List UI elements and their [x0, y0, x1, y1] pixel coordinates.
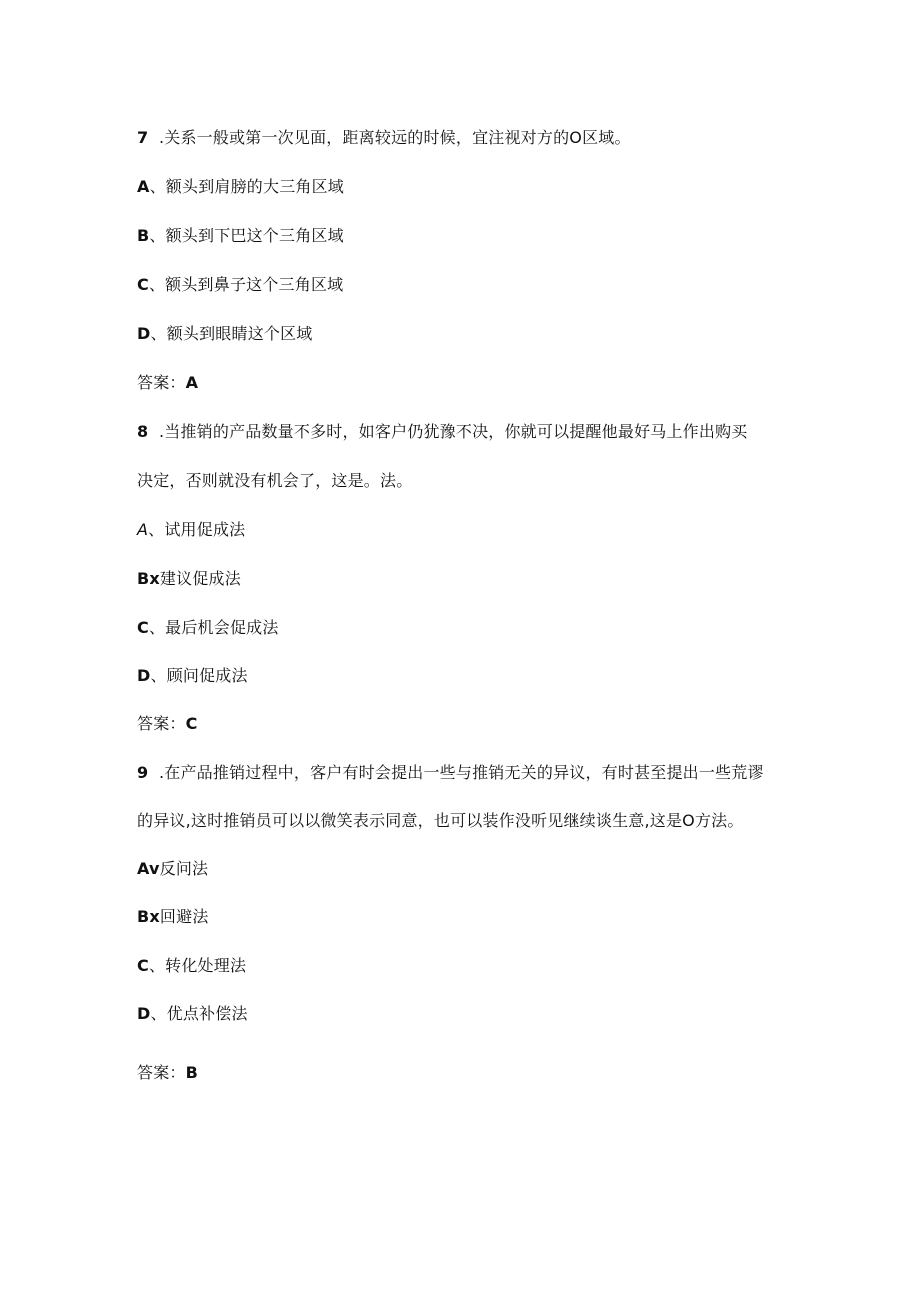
- option-label: A: [137, 177, 150, 196]
- question-8-stem-line-2: [137, 470, 412, 492]
- answer-value: B: [185, 1063, 199, 1082]
- option-text: 回避法: [159, 907, 209, 926]
- option-separator: 、: [150, 324, 167, 343]
- option-label: D: [137, 666, 151, 685]
- question-7-answer: [137, 372, 198, 394]
- answer-value: C: [185, 714, 198, 733]
- option-label: Bx: [137, 569, 160, 588]
- question-9-option-a: [137, 858, 208, 880]
- question-9-option-c: [137, 955, 246, 977]
- question-7-option-a: [137, 176, 344, 198]
- option-text: 额头到下巴这个三角区域: [165, 226, 344, 245]
- option-label: D: [137, 1004, 151, 1023]
- option-label: B: [137, 226, 150, 245]
- question-9-stem-line-1: [137, 762, 764, 784]
- answer-label: 答案：: [137, 1063, 186, 1082]
- question-number: 8: [137, 422, 149, 441]
- question-stem: .在产品推销过程中，客户有时会提出一些与推销无关的异议，有时甚至提出一些荒谬: [159, 763, 764, 782]
- option-text: 额头到眼睛这个区域: [166, 324, 313, 343]
- option-text: 反问法: [159, 859, 209, 878]
- option-label: C: [137, 275, 149, 294]
- option-label: D: [137, 324, 151, 343]
- option-separator: 、: [148, 520, 165, 539]
- question-8-option-a: [137, 519, 245, 541]
- option-text: 额头到肩膀的大三角区域: [165, 177, 344, 196]
- option-text: 额头到鼻子这个三角区域: [165, 275, 344, 294]
- question-9-option-d: [137, 1003, 248, 1025]
- question-stem: .关系一般或第一次见面，距离较远的时候，宜注视对方的O区域。: [159, 128, 631, 147]
- answer-label: 答案：: [137, 373, 186, 392]
- option-text: 优点补偿法: [166, 1004, 248, 1023]
- question-8-answer: [137, 713, 198, 735]
- option-label: A: [137, 520, 149, 539]
- question-number: 7: [137, 128, 149, 147]
- option-text: 顾问促成法: [166, 666, 248, 685]
- option-label: C: [137, 956, 149, 975]
- question-8-stem-line-1: [137, 421, 748, 443]
- option-separator: 、: [149, 226, 166, 245]
- question-8-option-c: [137, 617, 279, 639]
- question-7-option-d: [137, 323, 313, 345]
- option-text: 试用促成法: [164, 520, 246, 539]
- option-text: 建议促成法: [159, 569, 241, 588]
- option-separator: 、: [149, 177, 166, 196]
- question-stem: 决定，否则就没有机会了，这是。法。: [137, 471, 413, 490]
- answer-label: 答案：: [137, 714, 186, 733]
- question-stem: .当推销的产品数量不多时，如客户仍犹豫不决，你就可以提醒他最好马上作出购买: [159, 422, 748, 441]
- option-separator: 、: [148, 275, 166, 294]
- question-number: 9: [137, 763, 149, 782]
- option-label: C: [137, 618, 149, 637]
- question-8-option-b: [137, 568, 241, 590]
- question-stem: 的异议,这时推销员可以以微笑表示同意，也可以装作没听见继续谈生意,这是O方法。: [137, 811, 744, 830]
- question-9-answer: [137, 1062, 198, 1084]
- option-label: Av: [137, 859, 160, 878]
- question-9-option-b: [137, 906, 209, 928]
- option-separator: 、: [150, 666, 167, 685]
- option-text: 转化处理法: [165, 956, 247, 975]
- question-9-stem-line-2: [137, 810, 744, 832]
- question-7-option-b: [137, 225, 344, 247]
- question-8-option-d: [137, 665, 248, 687]
- question-7-option-c: [137, 274, 343, 296]
- option-separator: 、: [148, 618, 166, 637]
- option-text: 最后机会促成法: [165, 618, 279, 637]
- option-label: Bx: [137, 907, 160, 926]
- option-separator: 、: [150, 1004, 167, 1023]
- option-separator: 、: [148, 956, 166, 975]
- question-7-stem-line-1: [137, 127, 631, 149]
- answer-value: A: [185, 373, 199, 392]
